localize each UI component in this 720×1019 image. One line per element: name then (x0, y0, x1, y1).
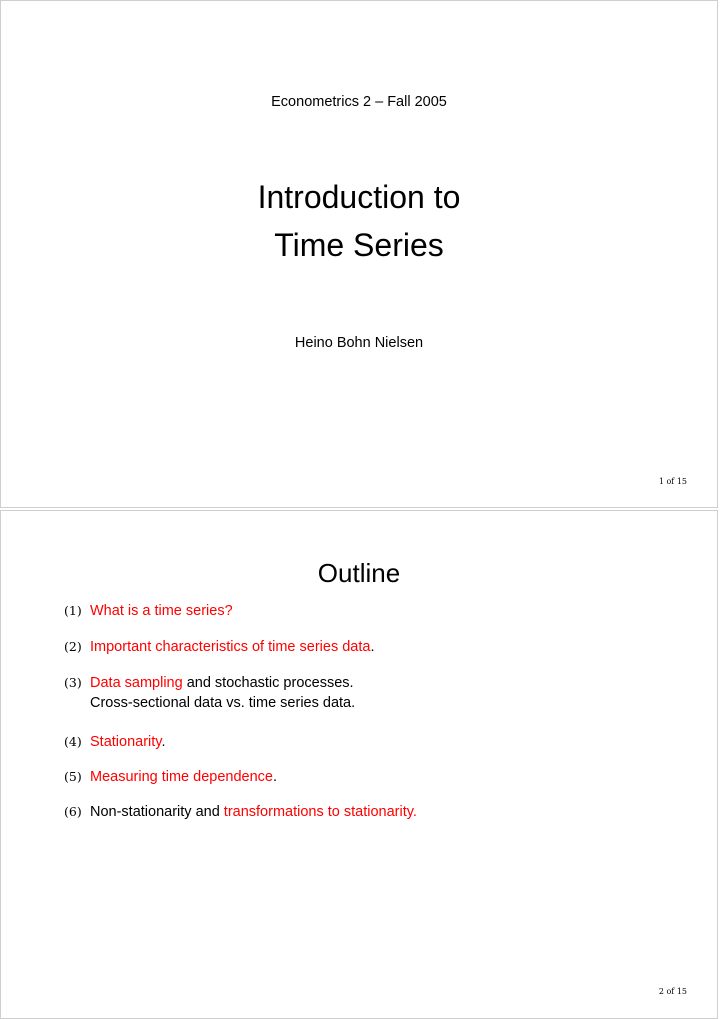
item-highlight: transformations to stationarity. (223, 804, 417, 820)
item-highlight: Data sampling (90, 675, 183, 691)
presentation-title (1, 173, 717, 269)
item-number: (5) (64, 769, 82, 784)
title-line-1: Introduction to (257, 179, 461, 215)
item-highlight: Important characteristics of time series data (90, 639, 371, 655)
item-highlight: Stationarity (90, 734, 162, 750)
course-label: Econometrics 2 – Fall 2005 (271, 94, 447, 110)
outline-title: Outline (317, 558, 401, 588)
slide-1 (0, 0, 718, 508)
item-subline: Cross-sectional data vs. time series data. (90, 695, 356, 711)
outline-item (64, 732, 664, 752)
item-text: . (370, 639, 375, 655)
title-line-2: Time Series (274, 227, 444, 263)
outline-item (64, 673, 664, 713)
item-highlight: What is a time series? (90, 603, 233, 619)
item-number: (3) (64, 675, 82, 690)
outline-item (64, 802, 664, 822)
item-number: (2) (64, 639, 82, 654)
page-number: 2 of 15 (658, 987, 687, 996)
outline-item (64, 637, 664, 657)
item-text: Non-stationarity and (90, 804, 224, 820)
item-text: . (161, 734, 166, 750)
item-text: . (272, 769, 278, 785)
item-number: (1) (64, 603, 82, 618)
author-name: Heino Bohn Nielsen (294, 335, 424, 351)
slide-2 (0, 510, 718, 1019)
page-number: 1 of 15 (658, 477, 687, 486)
item-number: (4) (64, 734, 82, 749)
item-text: and stochastic processes. (182, 675, 354, 691)
item-highlight: Measuring time dependence (90, 769, 273, 785)
outline-item (64, 767, 664, 787)
outline-item (64, 601, 664, 621)
item-number: (6) (64, 804, 82, 819)
